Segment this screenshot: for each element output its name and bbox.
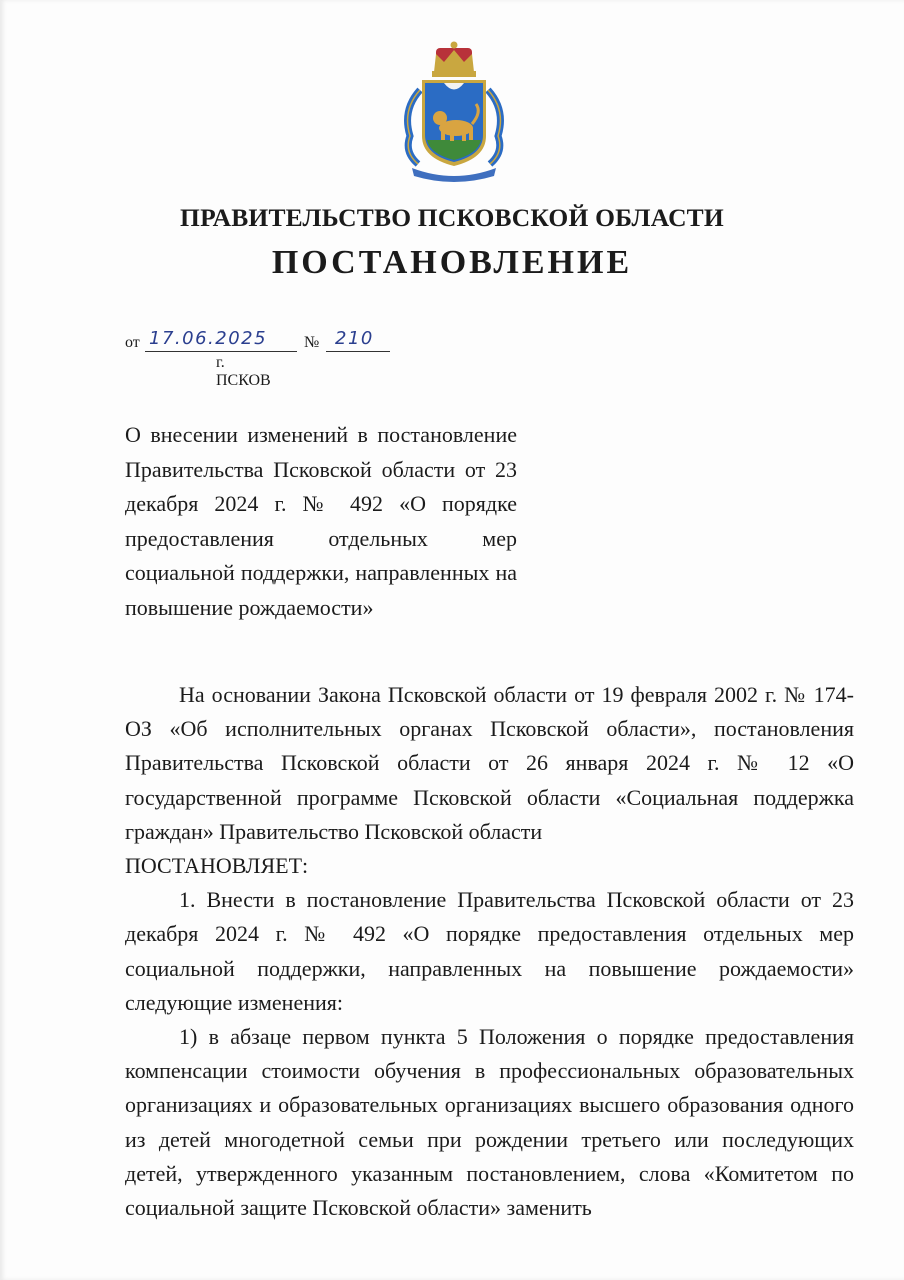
preamble-paragraph: На основании Закона Псковской области от 19 февраля 2002 г. № 174-ОЗ «Об исполнительных органах Псковской области», постановления Правительства Псковской области от 26 января 2024 г. № 12 «О государственной программе Псковской области «Социальная поддержка граждан» Правительство Псковской области: [125, 682, 854, 844]
resolves-word: ПОСТАНОВЛЯЕТ:: [125, 853, 309, 879]
city-label: г. ПСКОВ: [216, 354, 271, 389]
date-prefix: от: [125, 334, 140, 351]
document-type-heading: ПОСТАНОВЛЕНИЕ: [271, 244, 633, 281]
subclause-1-paragraph: 1) в абзаце первом пункта 5 Положения о порядке предоставления компенсации стоимости обучения в профессиональных образовательных организациях и образовательных организациях высшего образования одного из детей многодетной семьи при рождении третьего или последующих детей, утвержденного указанным постановлением, слова «Комитетом по социальной защите Псковской области» заменить: [125, 1024, 854, 1221]
crown-icon: [432, 42, 476, 78]
clause-1-paragraph: 1. Внести в постановление Правительства Псковской области от 23 декабря 2024 г. № 492 «О порядке предоставления отдельных мер социальной поддержки, направленных на повышение рождаемости» следующие изменения:: [125, 887, 854, 1015]
document-date: 17.06.2025: [149, 328, 268, 349]
number-prefix: №: [304, 334, 320, 351]
date-line: [145, 351, 297, 352]
number-line: [326, 351, 390, 352]
coat-of-arms-icon: [398, 40, 510, 182]
document-subject: О внесении изменений в постановление Правительства Псковской области от 23 декабря 2024 г. № 492 «О порядке предоставления отдельных мер социальной поддержки, направленных на повышение рождаемости»: [125, 422, 517, 620]
document-number: 210: [335, 328, 374, 349]
organization-title: ПРАВИТЕЛЬСТВО ПСКОВСКОЙ ОБЛАСТИ: [180, 203, 724, 232]
document-body: [125, 678, 854, 1225]
